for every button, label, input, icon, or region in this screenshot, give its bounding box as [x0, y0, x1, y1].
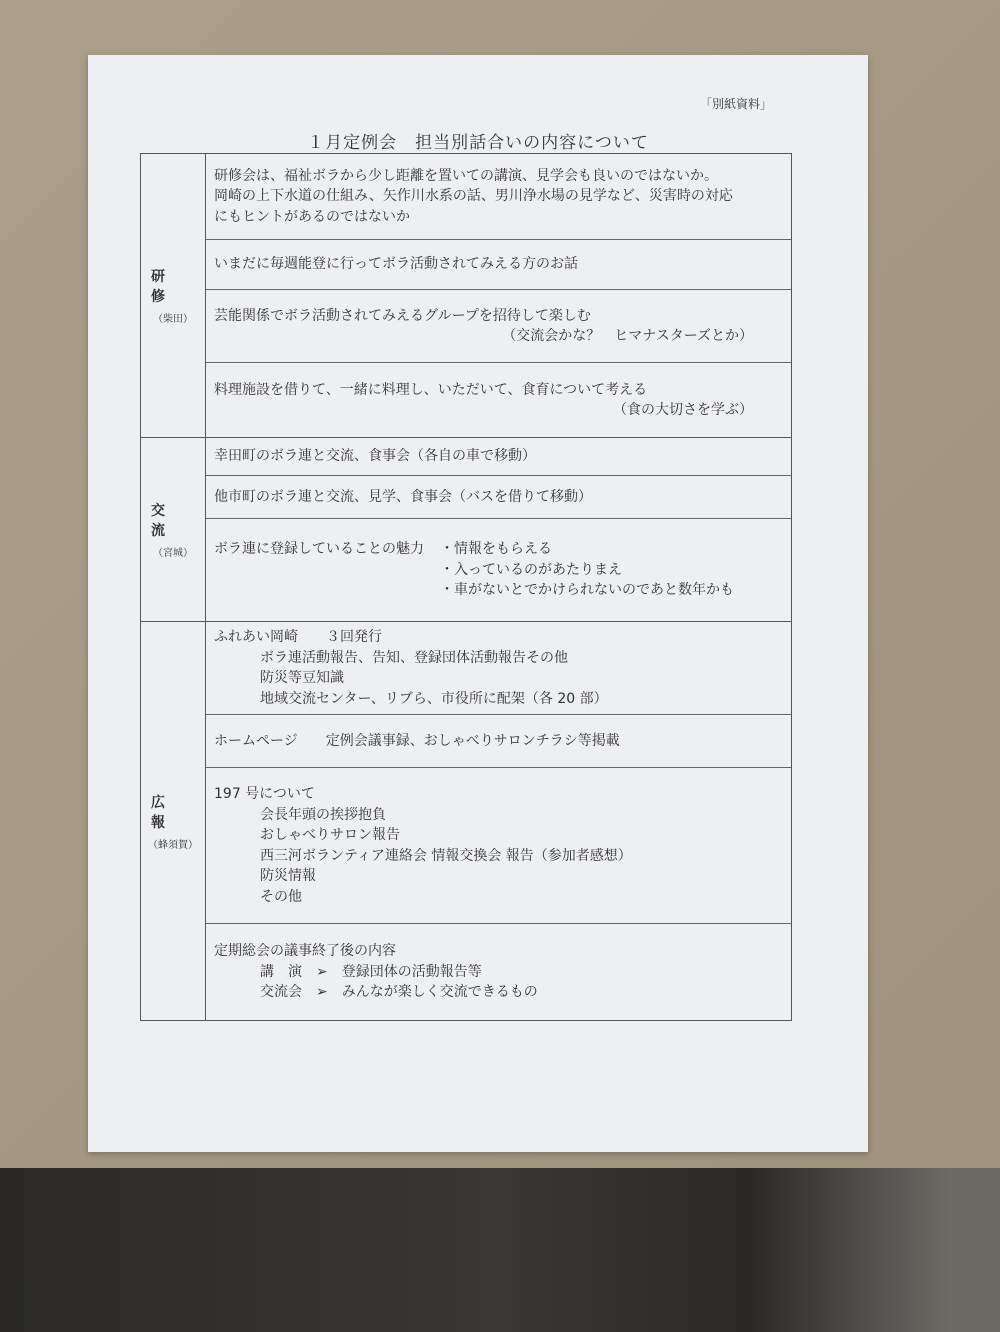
row-text: 他市町のボラ連と交流、見学、食事会（バスを借りて移動） — [214, 488, 592, 505]
sub-item: 防災情報 — [260, 868, 316, 884]
table-row — [206, 767, 791, 923]
row-note: （交流会かな？ ヒマナスターズとか） — [502, 328, 753, 344]
row-note: （食の大切さを学ぶ） — [613, 402, 753, 418]
sub-item: 西三河ボランティア連絡会 情報交換会 報告（参加者感想） — [260, 847, 632, 864]
sub-item: 防災等豆知識 — [260, 670, 344, 686]
table-row — [206, 289, 791, 362]
table-row — [206, 518, 791, 621]
row-text: 料理施設を借りて、一緒に料理し、いただいて、食育について考える — [214, 381, 648, 398]
bullet-item: ・情報をもらえる — [440, 541, 552, 558]
section-heading: 交 流 — [151, 503, 175, 539]
section-person: （柴田） — [153, 314, 193, 325]
sub-item: 地域交流センター、リブら、市役所に配架（各 20 部） — [260, 690, 608, 707]
row-text: 芸能関係でボラ活動されてみえるグループを招待して楽しむ — [214, 307, 591, 324]
section-heading: 研 修 — [151, 269, 175, 305]
sub-item: おしゃべりサロン報告 — [260, 827, 400, 843]
row-text: 定期総会の議事終了後の内容 — [214, 943, 396, 960]
sub-item: 交流会 ➢ みんなが楽しく交流できるもの — [260, 984, 538, 1001]
row-text: 197 号について — [214, 786, 315, 802]
table-row — [206, 438, 791, 475]
table-row — [206, 923, 791, 1020]
section-person: （蜂須賀） — [148, 839, 198, 851]
bullet-item: ・入っているのがあたりまえ — [440, 561, 622, 578]
sub-item: 講 演 ➢ 登録団体の活動報告等 — [260, 963, 482, 980]
row-text: ボラ連に登録していることの魅力 — [214, 541, 424, 558]
sub-item: 会長年頭の挨拶抱負 — [260, 806, 386, 823]
row-text: 岡崎の上下水道の仕組み、矢作川水系の話、男川浄水場の見学など、災害時の対応 — [214, 188, 733, 205]
row-text: いまだに毎週能登に行ってボラ活動されてみえる方のお話 — [214, 256, 578, 273]
row-text: 研修会は、福祉ボラから少し距離を置いての講演、見学会も良いのではないか。 — [214, 167, 718, 184]
section-publicity — [141, 621, 791, 1020]
bullet-item: ・車がないとでかけられないのであと数年かも — [440, 582, 734, 599]
topics-table — [140, 153, 792, 1021]
table-row — [206, 475, 791, 518]
document-page — [88, 55, 868, 1152]
table-row — [206, 622, 791, 714]
row-text: ホームページ 定例会議事録、おしゃべりサロンチラシ等掲載 — [214, 732, 620, 749]
row-text: ふれあい岡崎 ３回発行 — [214, 629, 382, 645]
section-training — [141, 154, 791, 437]
sub-item: その他 — [260, 888, 302, 905]
section-person: （宮城） — [153, 548, 193, 559]
section-heading: 広 報 — [151, 794, 175, 831]
row-text: 幸田町のボラ連と交流、食事会（各自の車で移動） — [214, 448, 536, 465]
sub-item: ボラ連活動報告、告知、登録団体活動報告その他 — [260, 649, 568, 666]
section-exchange — [141, 437, 791, 621]
table-row — [206, 154, 791, 239]
page-title: １月定例会 担当別話合いの内容について — [307, 133, 649, 153]
table-row — [206, 714, 791, 767]
row-text: にもヒントがあるのではないか — [214, 208, 410, 225]
table-row — [206, 362, 791, 437]
lap-background — [0, 1168, 1000, 1332]
annex-label: 「別紙資料」 — [699, 97, 772, 111]
table-row — [206, 239, 791, 289]
